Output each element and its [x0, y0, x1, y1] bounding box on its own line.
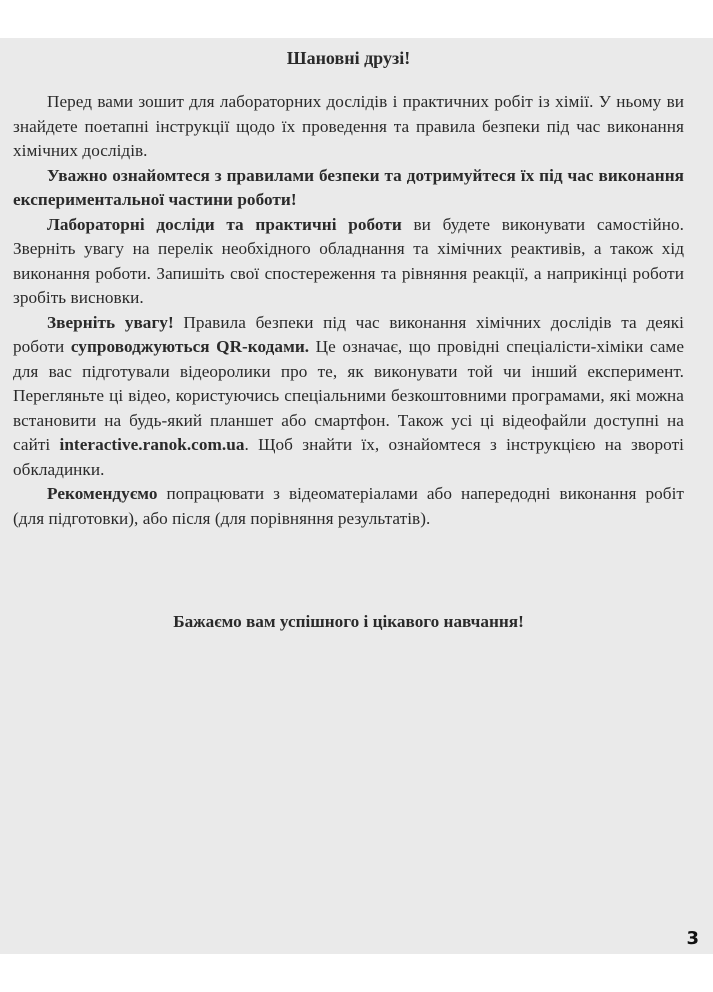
paragraph-work [13, 213, 684, 311]
paragraph-work-text: ви будете виконувати самостійно. Зверніть увагу на перелік необхідного обладнання та хімічних реактивів, а також хід виконання роботи. Запишіть свої спостереження та рівняння реакції, а наприкінці роботи зробіть висновки. [13, 214, 684, 307]
paragraph-recommend-text: попрацювати з відеоматеріалами або напередодні виконання робіт (для підготовки), або після (для порівняння результатів). [13, 484, 684, 528]
paragraph-recommend-bold: Рекомендуємо [47, 484, 158, 503]
paragraph-intro [13, 90, 684, 164]
paragraph-qr-text-3: . Щоб знайти їх, ознайомтеся з інструкцією на звороті обкладинки. [13, 435, 684, 479]
closing-wish: Бажаємо вам успішного і цікавого навчання! [173, 612, 524, 631]
page-content [13, 46, 684, 631]
paragraph-qr-bold-1: Зверніть увагу! [47, 312, 174, 332]
paragraph-qr [13, 311, 684, 483]
paragraph-qr-text-1: Правила безпеки під час виконання хімічних дослідів та деякі роботи [13, 312, 684, 356]
paragraph-safety [13, 164, 684, 213]
page-sheet [0, 38, 713, 954]
page-title: Шановні друзі! [286, 48, 411, 68]
paragraph-work-bold: Лабораторні досліди та практичні роботи [47, 214, 402, 234]
page-number: 3 [686, 928, 699, 949]
paragraph-safety-text: Уважно ознайомтеся з правилами безпеки та дотримуйтеся їх під час виконання експериментальної частини роботи! [13, 165, 684, 209]
paragraph-qr-text-2: Це означає, що провідні спеціалісти-хіміки саме для вас підготували відеоролики про те, як виконувати той чи інший експеримент. Перегляньте ці відео, користуючись спеціальними безкоштовними програмами, які можна встановити на будь-який планшет або смартфон. Також усі ці відеофайли доступні на сайті [13, 337, 684, 454]
paragraph-recommend [13, 482, 684, 531]
website-link[interactable]: interactive.ranok.com.ua [59, 435, 245, 454]
paragraph-qr-bold-2: супроводжуються QR-кодами. [70, 337, 310, 356]
paragraph-intro-text: Перед вами зошит для лабораторних дослідів і практичних робіт із хімії. У ньому ви знайдете поетапні інструкції щодо їх проведення та правила безпеки під час виконання хімічних дослідів. [13, 92, 684, 160]
